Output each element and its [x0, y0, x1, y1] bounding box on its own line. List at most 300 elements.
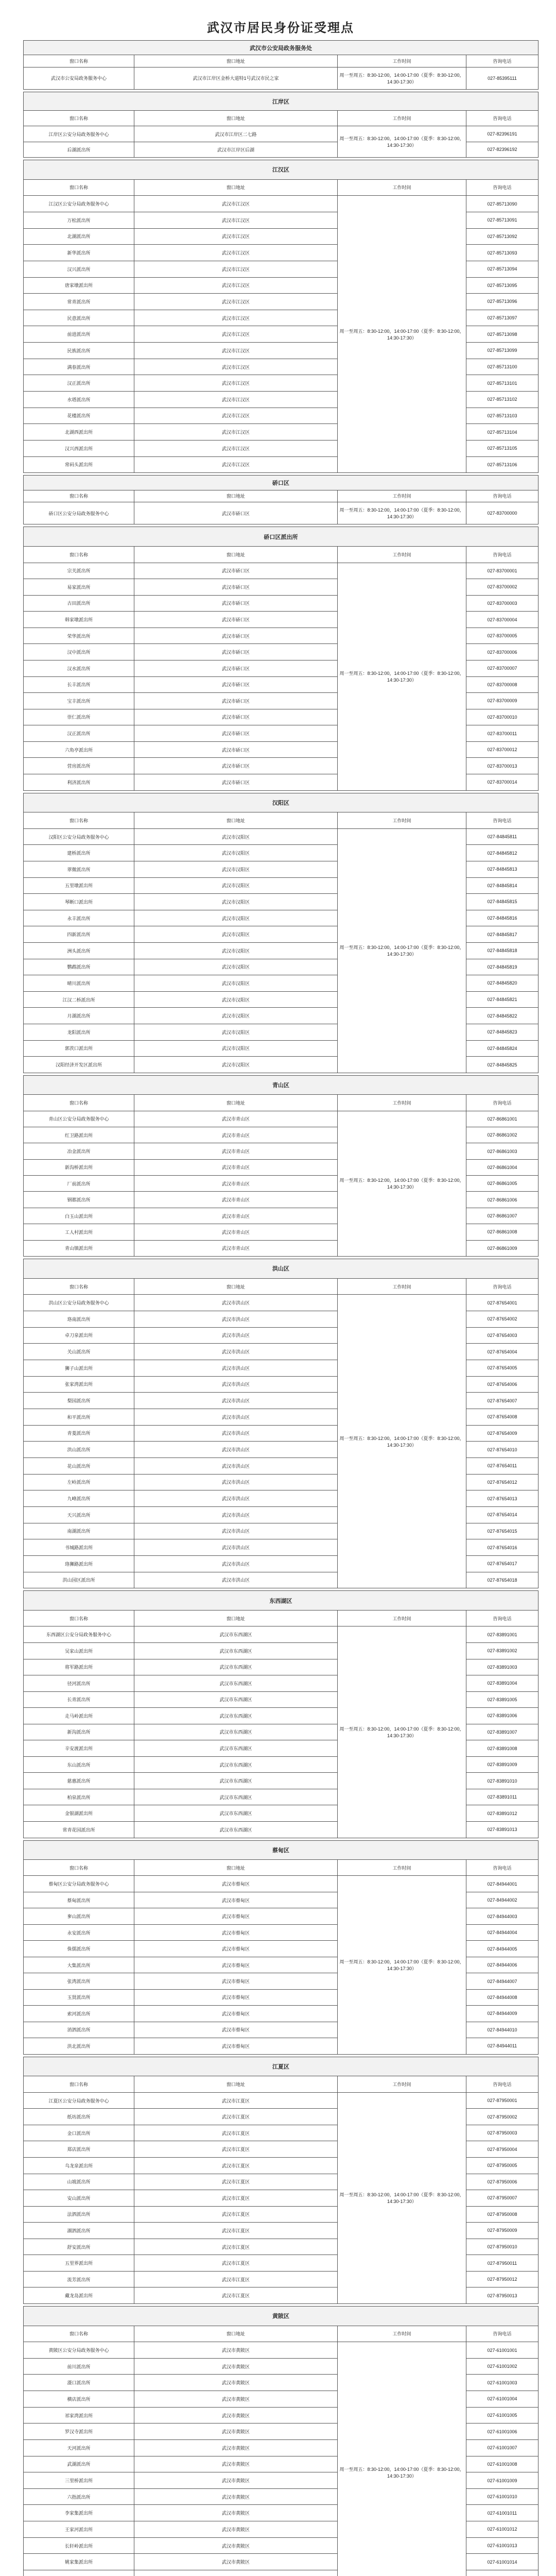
section-title: 江夏区	[24, 2057, 538, 2076]
window-name-cell: 永丰派出所	[24, 910, 134, 926]
phone-cell: 027-84944011	[466, 2038, 538, 2055]
phone-cell: 027-84944007	[466, 1973, 538, 1989]
window-name-cell: 九峰派出所	[24, 1490, 134, 1507]
phone-cell: 027-83700009	[466, 693, 538, 709]
phone-cell: 027-84845814	[466, 877, 538, 894]
window-address-cell: 武汉市东西湖区	[134, 1642, 338, 1659]
window-name-cell: 江岸区公安分局政务服务中心	[24, 126, 134, 142]
phone-cell: 027-84944003	[466, 1908, 538, 1924]
column-header: 工作时间	[338, 490, 466, 502]
window-address-cell: 武汉市江汉区	[134, 261, 338, 277]
window-name-cell: 天兴派出所	[24, 1506, 134, 1523]
window-name-cell: 侏儒派出所	[24, 1941, 134, 1957]
phone-cell: 027-85713098	[466, 326, 538, 343]
working-hours-cell: 周一至周五：8:30-12:00，14:00-17:00（夏季：8:30-12:00，14:30-17:30）	[338, 502, 466, 524]
window-address-cell: 武汉市江汉区	[134, 440, 338, 456]
window-name-cell: 前进派出所	[24, 326, 134, 343]
window-name-cell: 青山区公安分局政务服务中心	[24, 1111, 134, 1127]
window-name-cell: 将军路派出所	[24, 1659, 134, 1675]
table-row	[24, 2342, 538, 2359]
window-address-cell: 武汉市洪山区	[134, 1539, 338, 1556]
phone-cell: 027-86861002	[466, 1127, 538, 1143]
window-address-cell: 武汉市江夏区	[134, 2287, 338, 2304]
column-header: 窗口地址	[134, 1859, 338, 1875]
window-address-cell: 武汉市江汉区	[134, 343, 338, 359]
window-name-cell: 武汉市公安局政务服务中心	[24, 67, 134, 89]
window-address-cell: 武汉市东西湖区	[134, 1626, 338, 1643]
window-address-cell: 武汉市硚口区	[134, 595, 338, 612]
phone-cell: 027-83891010	[466, 1773, 538, 1789]
window-address-cell: 武汉市东西湖区	[134, 1756, 338, 1773]
window-address-cell: 武汉市硚口区	[134, 725, 338, 742]
column-header: 窗口名称	[24, 55, 134, 67]
working-hours-cell: 周一至周五：8:30-12:00，14:00-17:00（夏季：8:30-12:00，14:30-17:30）	[338, 67, 466, 89]
window-address-cell: 武汉市江汉区	[134, 294, 338, 310]
window-name-cell: 慈惠派出所	[24, 1773, 134, 1789]
window-address-cell: 武汉市硚口区	[134, 741, 338, 758]
window-name-cell: 琴断口派出所	[24, 894, 134, 910]
phone-cell: 027-87950013	[466, 2287, 538, 2304]
phone-cell: 027-83891003	[466, 1659, 538, 1675]
phone-cell: 027-85713104	[466, 424, 538, 440]
section-title-row	[24, 1591, 538, 1610]
section-block	[23, 2057, 538, 2304]
window-name-cell: 横店派出所	[24, 2391, 134, 2408]
phone-cell: 027-85713093	[466, 245, 538, 261]
table-row	[24, 67, 538, 89]
column-header: 窗口名称	[24, 490, 134, 502]
phone-cell: 027-86861008	[466, 1224, 538, 1240]
window-name-cell: 红卫路派出所	[24, 1127, 134, 1143]
window-address-cell: 武汉市青山区	[134, 1176, 338, 1192]
window-address-cell: 武汉市洪山区	[134, 1360, 338, 1376]
window-address-cell: 武汉市江夏区	[134, 2239, 338, 2255]
window-name-cell: 易家派出所	[24, 579, 134, 596]
window-name-cell: 索河派出所	[24, 2006, 134, 2022]
window-address-cell: 武汉市蔡甸区	[134, 2038, 338, 2055]
phone-cell: 027-86861007	[466, 1208, 538, 1224]
window-address-cell: 武汉市江夏区	[134, 2125, 338, 2141]
window-address-cell: 武汉市江汉区	[134, 310, 338, 326]
window-address-cell: 武汉市江夏区	[134, 2092, 338, 2109]
phone-cell: 027-83700003	[466, 595, 538, 612]
column-header: 窗口名称	[24, 1278, 134, 1295]
window-name-cell: 狮子山派出所	[24, 1360, 134, 1376]
window-address-cell: 武汉市黄陂区	[134, 2505, 338, 2521]
window-address-cell: 武汉市蔡甸区	[134, 1908, 338, 1924]
window-name-cell: 六指派出所	[24, 2488, 134, 2505]
window-address-cell: 武汉市硚口区	[134, 579, 338, 596]
window-name-cell: 郑店派出所	[24, 2141, 134, 2158]
table-row	[24, 502, 538, 524]
window-name-cell: 吴家山派出所	[24, 1642, 134, 1659]
phone-cell: 027-84845816	[466, 910, 538, 926]
page-title: 武汉市居民身份证受理点	[207, 21, 354, 35]
window-address-cell: 武汉市黄陂区	[134, 2342, 338, 2359]
phone-cell: 027-84944004	[466, 1924, 538, 1940]
table-header-row	[24, 812, 538, 829]
window-name-cell: 前川派出所	[24, 2358, 134, 2375]
phone-cell: 027-83891006	[466, 1708, 538, 1724]
window-address-cell: 武汉市汉阳区	[134, 910, 338, 926]
window-address-cell: 武汉市洪山区	[134, 1393, 338, 1409]
phone-cell: 027-84845818	[466, 942, 538, 959]
window-address-cell: 武汉市江夏区	[134, 2255, 338, 2272]
window-name-cell: 汉兴派出所	[24, 261, 134, 277]
phone-cell: 027-84944002	[466, 1892, 538, 1908]
phone-cell: 027-61001009	[466, 2472, 538, 2489]
phone-cell: 027-87950006	[466, 2174, 538, 2190]
phone-cell: 027-85713105	[466, 440, 538, 456]
window-name-cell: 安山派出所	[24, 2190, 134, 2207]
window-address-cell: 武汉市洪山区	[134, 1555, 338, 1572]
phone-cell: 027-85713101	[466, 375, 538, 392]
phone-cell: 027-83891005	[466, 1691, 538, 1708]
working-hours-cell: 周一至周五：8:30-12:00，14:00-17:00（夏季：8:30-12:00，14:30-17:30）	[338, 828, 466, 1073]
window-address-cell: 武汉市江汉区	[134, 424, 338, 440]
section-title: 洪山区	[24, 1259, 538, 1279]
window-address-cell: 武汉市蔡甸区	[134, 1892, 338, 1908]
window-address-cell: 武汉市汉阳区	[134, 942, 338, 959]
section-table	[23, 527, 538, 790]
column-header: 咨询电话	[466, 1278, 538, 1295]
window-name-cell: 珞南派出所	[24, 1311, 134, 1328]
working-hours-cell: 周一至周五：8:30-12:00，14:00-17:00（夏季：8:30-12:00，14:30-17:30）	[338, 1626, 466, 1838]
window-name-cell: 长青派出所	[24, 1691, 134, 1708]
phone-cell: 027-84944001	[466, 1876, 538, 1892]
window-address-cell: 武汉市汉阳区	[134, 1040, 338, 1057]
section-title-row	[24, 160, 538, 180]
column-header: 窗口名称	[24, 111, 134, 126]
window-address-cell: 武汉市东西湖区	[134, 1740, 338, 1757]
window-name-cell: 洪北派出所	[24, 2038, 134, 2055]
phone-cell: 027-83891008	[466, 1740, 538, 1757]
section-title: 汉阳区	[24, 793, 538, 812]
phone-cell: 027-85713099	[466, 343, 538, 359]
window-name-cell: 径河派出所	[24, 1675, 134, 1692]
window-name-cell: 蔡甸区公安分局政务服务中心	[24, 1876, 134, 1892]
window-address-cell: 武汉市黄陂区	[134, 2521, 338, 2538]
section-block	[23, 160, 538, 473]
phone-cell: 027-87654011	[466, 1458, 538, 1474]
window-name-cell: 洲头派出所	[24, 942, 134, 959]
window-name-cell: 消泗派出所	[24, 2022, 134, 2038]
column-header: 窗口名称	[24, 1095, 134, 1111]
phone-cell: 027-85713106	[466, 456, 538, 473]
phone-cell: 027-84845812	[466, 845, 538, 861]
window-name-cell: 姚家集派出所	[24, 2554, 134, 2570]
column-header: 窗口名称	[24, 812, 134, 829]
column-header: 咨询电话	[466, 55, 538, 67]
window-name-cell: 白玉山派出所	[24, 1208, 134, 1224]
window-address-cell: 武汉市东西湖区	[134, 1708, 338, 1724]
window-name-cell: 四新派出所	[24, 926, 134, 943]
window-name-cell: 和平派出所	[24, 1409, 134, 1425]
window-address-cell: 武汉市蔡甸区	[134, 1876, 338, 1892]
phone-cell: 027-61001006	[466, 2424, 538, 2440]
window-name-cell: 奓山派出所	[24, 1908, 134, 1924]
window-name-cell: 洪山园区派出所	[24, 1572, 134, 1588]
window-name-cell: 金银湖派出所	[24, 1805, 134, 1822]
phone-cell: 027-85713100	[466, 359, 538, 375]
section-title-row	[24, 2307, 538, 2326]
window-address-cell: 武汉市硚口区	[134, 563, 338, 579]
window-name-cell: 汉正派出所	[24, 375, 134, 392]
window-address-cell: 武汉市蔡甸区	[134, 1973, 338, 1989]
table-header-row	[24, 546, 538, 563]
window-name-cell: 永安派出所	[24, 1924, 134, 1940]
column-header: 咨询电话	[466, 490, 538, 502]
phone-cell: 027-83700014	[466, 774, 538, 791]
section-title-row	[24, 476, 538, 490]
window-address-cell: 武汉市洪山区	[134, 1344, 338, 1360]
window-name-cell: 柏泉派出所	[24, 1789, 134, 1805]
phone-cell: 027-84944006	[466, 1957, 538, 1973]
window-address-cell: 武汉市汉阳区	[134, 1057, 338, 1073]
phone-cell: 027-83700006	[466, 644, 538, 660]
window-address-cell: 武汉市江汉区	[134, 277, 338, 294]
phone-cell: 027-83700000	[466, 502, 538, 524]
column-header: 工作时间	[338, 1859, 466, 1875]
column-header: 窗口地址	[134, 111, 338, 126]
phone-cell: 027-87950008	[466, 2206, 538, 2223]
phone-cell: 027-87654016	[466, 1539, 538, 1556]
section-table	[23, 40, 538, 90]
window-address-cell: 武汉市东西湖区	[134, 1773, 338, 1789]
window-name-cell: 走马岭派出所	[24, 1708, 134, 1724]
window-address-cell: 武汉市洪山区	[134, 1458, 338, 1474]
window-address-cell: 武汉市青山区	[134, 1224, 338, 1240]
window-name-cell: 江汉二桥派出所	[24, 991, 134, 1008]
phone-cell: 027-85713102	[466, 392, 538, 408]
phone-cell: 027-83700010	[466, 709, 538, 725]
column-header: 窗口名称	[24, 1610, 134, 1626]
window-address-cell: 武汉市硚口区	[134, 660, 338, 676]
window-name-cell: 营房派出所	[24, 758, 134, 774]
window-address-cell: 武汉市汉阳区	[134, 991, 338, 1008]
section-block	[23, 1840, 538, 2055]
phone-cell: 027-84845823	[466, 1024, 538, 1040]
column-header: 咨询电话	[466, 1095, 538, 1111]
window-name-cell: 青山镇派出所	[24, 1240, 134, 1257]
section-title: 东西湖区	[24, 1591, 538, 1610]
phone-cell: 027-87654002	[466, 1311, 538, 1328]
column-header: 窗口地址	[134, 490, 338, 502]
window-name-cell: 水塔派出所	[24, 392, 134, 408]
window-name-cell: 关山派出所	[24, 1344, 134, 1360]
window-name-cell: 汉兴西派出所	[24, 440, 134, 456]
window-name-cell: 鹦鹉派出所	[24, 959, 134, 975]
table-row	[24, 2092, 538, 2109]
window-address-cell: 武汉市硚口区	[134, 774, 338, 791]
section-title-row	[24, 1259, 538, 1279]
phone-cell: 027-61001008	[466, 2456, 538, 2472]
window-address-cell: 武汉市汉阳区	[134, 926, 338, 943]
phone-cell: 027-83891013	[466, 1821, 538, 1838]
column-header: 窗口地址	[134, 2326, 338, 2342]
window-address-cell: 武汉市硚口区	[134, 644, 338, 660]
window-address-cell: 武汉市江汉区	[134, 245, 338, 261]
window-name-cell: 珞狮路派出所	[24, 1555, 134, 1572]
phone-cell: 027-83891007	[466, 1724, 538, 1740]
phone-cell: 027-85713091	[466, 212, 538, 228]
window-name-cell: 山坡派出所	[24, 2174, 134, 2190]
window-name-cell: 汉阳经济开发区派出所	[24, 1057, 134, 1073]
window-name-cell: 汉阳区公安分局政务服务中心	[24, 828, 134, 845]
phone-cell: 027-87654006	[466, 1376, 538, 1393]
window-name-cell: 张家湾派出所	[24, 1376, 134, 1393]
table-header-row	[24, 55, 538, 67]
window-address-cell: 武汉市黄陂区	[134, 2375, 338, 2391]
table-row	[24, 196, 538, 212]
section-table	[23, 160, 538, 473]
column-header: 窗口地址	[134, 1278, 338, 1295]
phone-cell: 027-61001012	[466, 2521, 538, 2538]
window-name-cell: 罗汉寺派出所	[24, 2424, 134, 2440]
column-header: 窗口地址	[134, 546, 338, 563]
section-title-row	[24, 41, 538, 55]
phone-cell: 027-87950012	[466, 2271, 538, 2287]
phone-cell: 027-84845825	[466, 1057, 538, 1073]
section-title: 江岸区	[24, 92, 538, 111]
window-name-cell: 花山派出所	[24, 1458, 134, 1474]
working-hours-cell: 周一至周五：8:30-12:00，14:00-17:00（夏季：8:30-12:00，14:30-17:30）	[338, 196, 466, 473]
window-name-cell: 东山派出所	[24, 1756, 134, 1773]
window-name-cell: 法泗派出所	[24, 2206, 134, 2223]
section-block	[23, 92, 538, 158]
window-name-cell: 祁家湾派出所	[24, 2407, 134, 2424]
window-address-cell: 武汉市洪山区	[134, 1327, 338, 1344]
section-block	[23, 2306, 538, 2576]
phone-cell: 027-86861004	[466, 1159, 538, 1175]
table-row	[24, 126, 538, 142]
window-name-cell: 工人村派出所	[24, 1224, 134, 1240]
window-name-cell: 张湾派出所	[24, 1973, 134, 1989]
section-title-row	[24, 2057, 538, 2076]
window-address-cell: 武汉市江汉区	[134, 228, 338, 245]
window-address-cell: 武汉市江夏区	[134, 2223, 338, 2239]
window-address-cell: 武汉市青山区	[134, 1159, 338, 1175]
window-name-cell: 新华派出所	[24, 245, 134, 261]
window-name-cell: 崇仁派出所	[24, 709, 134, 725]
phone-cell: 027-61001001	[466, 2342, 538, 2359]
window-name-cell: 梨园派出所	[24, 1393, 134, 1409]
window-address-cell: 武汉市洪山区	[134, 1442, 338, 1458]
window-name-cell: 韩家墩派出所	[24, 612, 134, 628]
window-name-cell: 万松派出所	[24, 212, 134, 228]
window-address-cell: 武汉市洪山区	[134, 1295, 338, 1311]
window-address-cell: 武汉市黄陂区	[134, 2407, 338, 2424]
table-header-row	[24, 179, 538, 196]
window-address-cell: 武汉市硚口区	[134, 693, 338, 709]
window-name-cell: 民意派出所	[24, 310, 134, 326]
phone-cell: 027-87654001	[466, 1295, 538, 1311]
window-name-cell: 辛安渡派出所	[24, 1740, 134, 1757]
window-address-cell: 武汉市青山区	[134, 1192, 338, 1208]
section-title: 蔡甸区	[24, 1840, 538, 1859]
window-name-cell: 北湖派出所	[24, 228, 134, 245]
phone-cell: 027-83700007	[466, 660, 538, 676]
window-name-cell: 后湖派出所	[24, 142, 134, 157]
window-name-cell: 舒安派出所	[24, 2239, 134, 2255]
window-address-cell: 武汉市江汉区	[134, 456, 338, 473]
window-address-cell: 武汉市黄陂区	[134, 2424, 338, 2440]
window-address-cell	[134, 2570, 338, 2576]
window-name-cell: 东西湖区公安分局政务服务中心	[24, 1626, 134, 1643]
column-header: 工作时间	[338, 55, 466, 67]
window-name-cell: 江夏区公安分局政务服务中心	[24, 2092, 134, 2109]
phone-cell: 027-61001014	[466, 2554, 538, 2570]
phone-cell: 027-85713095	[466, 277, 538, 294]
window-name-cell: 常青花园派出所	[24, 1821, 134, 1838]
column-header: 工作时间	[338, 1095, 466, 1111]
column-header: 窗口地址	[134, 1095, 338, 1111]
phone-cell: 027-86861003	[466, 1143, 538, 1159]
window-address-cell: 武汉市东西湖区	[134, 1805, 338, 1822]
table-row	[24, 1295, 538, 1311]
window-address-cell: 武汉市江汉区	[134, 392, 338, 408]
window-address-cell: 武汉市黄陂区	[134, 2537, 338, 2554]
window-name-cell: 滠口派出所	[24, 2375, 134, 2391]
window-name-cell: 北湖西派出所	[24, 424, 134, 440]
section-table	[23, 1259, 538, 1588]
table-header-row	[24, 1278, 538, 1295]
column-header: 咨询电话	[466, 111, 538, 126]
window-name-cell: 书城路派出所	[24, 1539, 134, 1556]
phone-cell: 027-84845821	[466, 991, 538, 1008]
window-address-cell: 武汉市洪山区	[134, 1425, 338, 1442]
table-header-row	[24, 111, 538, 126]
phone-cell: 027-83891012	[466, 1805, 538, 1822]
phone-cell: 027-85713094	[466, 261, 538, 277]
window-name-cell: 古田派出所	[24, 595, 134, 612]
phone-cell: 027-87654005	[466, 1360, 538, 1376]
phone-cell: 027-85713096	[466, 294, 538, 310]
window-name-cell: 金口派出所	[24, 2125, 134, 2141]
window-address-cell: 武汉市黄陂区	[134, 2456, 338, 2472]
table-header-row	[24, 2076, 538, 2093]
phone-cell: 027-87654014	[466, 1506, 538, 1523]
window-address-cell: 武汉市江夏区	[134, 2109, 338, 2125]
phone-cell: 027-83891011	[466, 1789, 538, 1805]
window-address-cell: 武汉市洪山区	[134, 1506, 338, 1523]
window-address-cell: 武汉市汉阳区	[134, 877, 338, 894]
window-name-cell: 蔡甸派出所	[24, 1892, 134, 1908]
window-address-cell: 武汉市蔡甸区	[134, 1941, 338, 1957]
column-header: 工作时间	[338, 812, 466, 829]
window-address-cell: 武汉市东西湖区	[134, 1724, 338, 1740]
column-header: 窗口名称	[24, 546, 134, 563]
window-name-cell: 湖泗派出所	[24, 2223, 134, 2239]
window-address-cell: 武汉市黄陂区	[134, 2358, 338, 2375]
table-row	[24, 828, 538, 845]
phone-cell: 027-84845811	[466, 828, 538, 845]
window-name-cell: 汉水派出所	[24, 660, 134, 676]
phone-cell: 027-87950002	[466, 2109, 538, 2125]
window-address-cell: 武汉市汉阳区	[134, 894, 338, 910]
window-name-cell: 五里墩派出所	[24, 877, 134, 894]
phone-cell: 027-87654017	[466, 1555, 538, 1572]
column-header: 咨询电话	[466, 1610, 538, 1626]
window-address-cell: 武汉市江岸区金桥大道特1号武汉市民之家	[134, 67, 338, 89]
window-address-cell: 武汉市江夏区	[134, 2141, 338, 2158]
window-address-cell: 武汉市硚口区	[134, 676, 338, 693]
window-address-cell: 武汉市硚口区	[134, 502, 338, 524]
window-address-cell: 武汉市洪山区	[134, 1474, 338, 1490]
phone-cell: 027-83700004	[466, 612, 538, 628]
phone-cell: 027-87950003	[466, 2125, 538, 2141]
phone-cell: 027-86861005	[466, 1176, 538, 1192]
